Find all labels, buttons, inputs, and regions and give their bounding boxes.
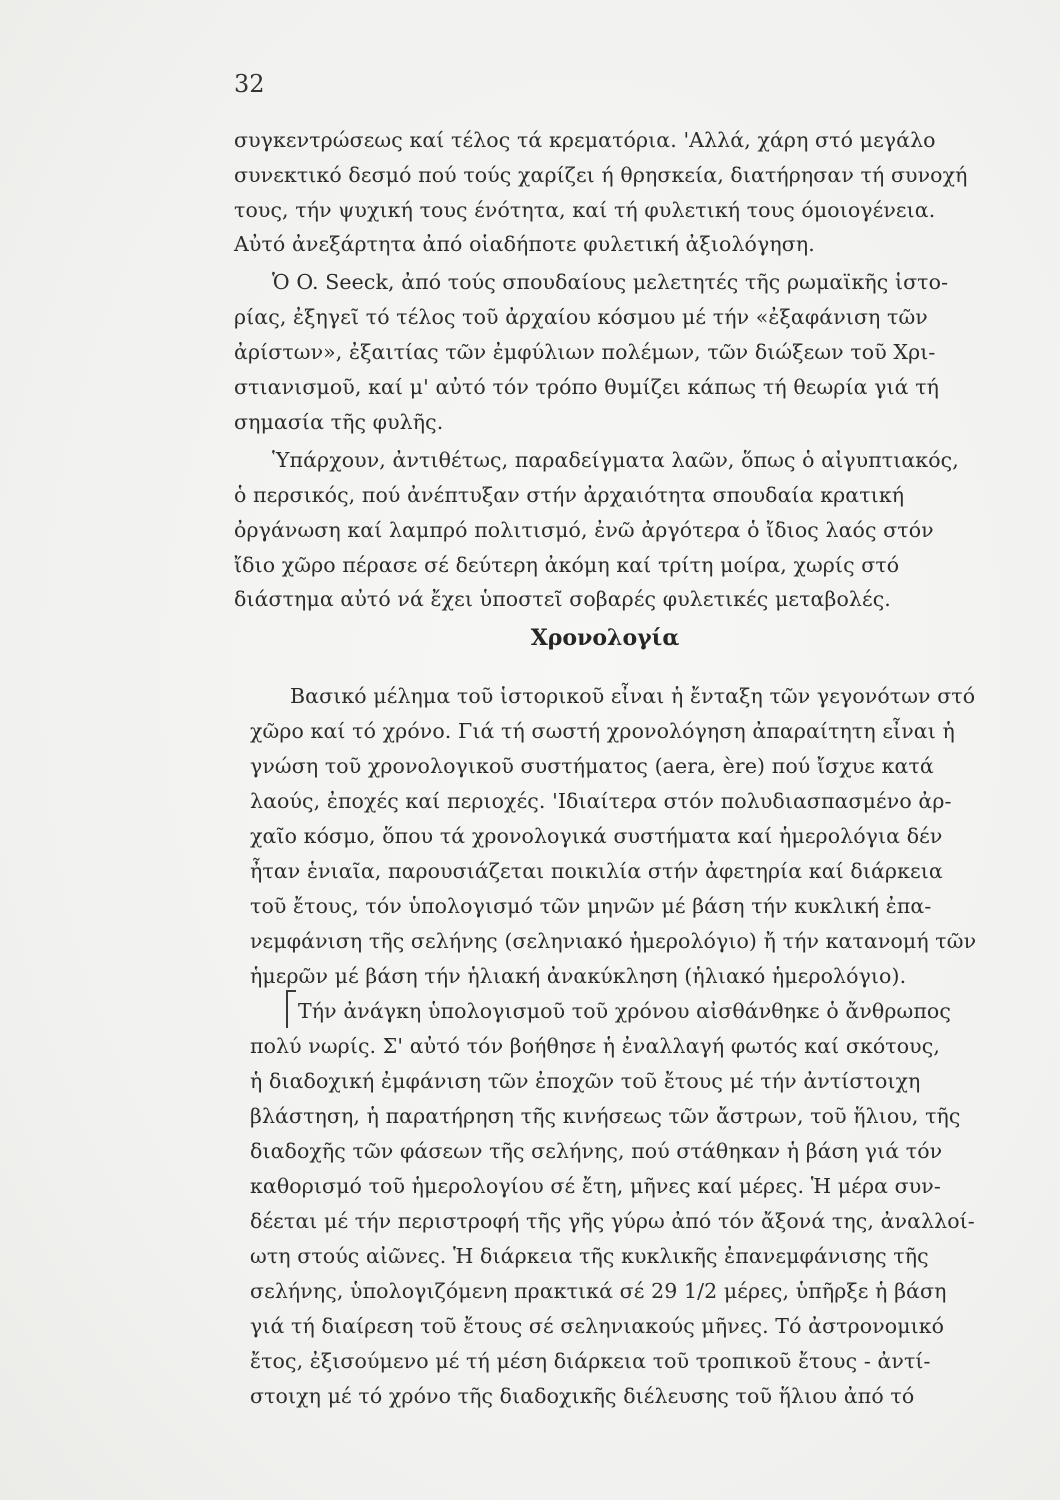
- text-line: ἔτος, ἐξισούμενο μέ τή μέση διάρκεια τοῦ τροπικοῦ ἔτους - ἀντί-: [250, 1349, 931, 1373]
- text-line: διαδοχῆς τῶν φάσεων τῆς σελήνης, πού στάθηκαν ἡ βάση γιά τόν: [250, 1139, 943, 1163]
- text-line: ὀργάνωση καί λαμπρό πολιτισμό, ἐνῶ ἀργότερα ὁ ἴδιος λαός στόν: [234, 518, 934, 542]
- text-line: χῶρο καί τό χρόνο. Γιά τή σωστή χρονολόγηση ἀπαραίτητη εἶναι ἡ: [250, 719, 955, 743]
- text-line: ωτη στούς αἰῶνες. Ἡ διάρκεια τῆς κυκλικῆς ἐπανεμφάνισης τῆς: [250, 1244, 929, 1268]
- text-line: ρίας, ἐξηγεῖ τό τέλος τοῦ ἀρχαίου κόσμου μέ τήν «ἐξαφάνιση τῶν: [234, 305, 928, 329]
- text-line: ἴδιο χῶρο πέρασε σέ δεύτερη ἀκόμη καί τρίτη μοίρα, χωρίς στό: [234, 553, 900, 577]
- text-line: χαῖο κόσμο, ὅπου τά χρονολογικά συστήματα καί ἡμερολόγια δέν: [250, 824, 943, 848]
- text-line: δέεται μέ τήν περιστροφή τῆς γῆς γύρω ἀπό τόν ἄξονά της, ἀναλλοί-: [250, 1209, 975, 1233]
- text-line: λαούς, ἐποχές καί περιοχές. 'Ιδιαίτερα στόν πολυδιασπασμένο ἀρ-: [250, 789, 952, 813]
- text-line: ἦταν ἑνιαῖα, παρουσιάζεται ποικιλία στήν ἀφετηρία καί διάρκεια: [250, 859, 943, 883]
- text-line: τοῦ ἔτους, τόν ὑπολογισμό τῶν μηνῶν μέ βάση τήν κυκλική ἐπα-: [250, 894, 932, 918]
- text-line: γνώση τοῦ χρονολογικοῦ συστήματος (aera, ère) πού ἴσχυε κατά: [250, 754, 934, 778]
- text-line: Ὁ O. Seeck, ἀπό τούς σπουδαίους μελετητές τῆς ρωμαϊκῆς ἱστο-: [272, 270, 949, 294]
- text-line: γιά τή διαίρεση τοῦ ἔτους σέ σεληνιακούς μῆνες. Τό ἀστρονομικό: [250, 1314, 945, 1338]
- text-line: διάστημα αὐτό νά ἔχει ὑποστεῖ σοβαρές φυλετικές μεταβολές.: [234, 587, 891, 611]
- text-line: ἡμερῶν μέ βάση τήν ἡλιακή ἀνακύκληση (ἡλιακό ἡμερολόγιο).: [250, 964, 907, 988]
- text-line: Τήν ἀνάγκη ὑπολογισμοῦ τοῦ χρόνου αἰσθάνθηκε ὁ ἄνθρωπος: [298, 999, 951, 1023]
- text-line: καθορισμό τοῦ ἡμερολογίου σέ ἔτη, μῆνες καί μέρες. Ἡ μέρα συν-: [250, 1174, 941, 1198]
- text-line: πολύ νωρίς. Σ' αὐτό τόν βοήθησε ἡ ἐναλλαγή φωτός καί σκότους,: [250, 1034, 940, 1058]
- page-number: 32: [234, 70, 265, 98]
- text-line: βλάστηση, ἡ παρατήρηση τῆς κινήσεως τῶν ἄστρων, τοῦ ἥλιου, τῆς: [250, 1104, 961, 1128]
- text-line: στιανισμοῦ, καί μ' αὐτό τόν τρόπο θυμίζει κάπως τή θεωρία γιά τή: [234, 375, 940, 399]
- bracket-mark: [286, 990, 296, 1028]
- text-line: συγκεντρώσεως καί τέλος τά κρεματόρια. 'Αλλά, χάρη στό μεγάλο: [234, 128, 936, 152]
- text-line: Βασικό μέλημα τοῦ ἱστορικοῦ εἶναι ἡ ἔνταξη τῶν γεγονότων στό: [290, 684, 976, 708]
- text-line: ὁ περσικός, πού ἀνέπτυξαν στήν ἀρχαιότητα σπουδαία κρατική: [234, 483, 905, 507]
- text-line: ἀρίστων», ἐξαιτίας τῶν ἐμφύλιων πολέμων, τῶν διώξεων τοῦ Χρι-: [234, 340, 936, 364]
- text-line: Αὐτό ἀνεξάρτητα ἀπό οἱαδήποτε φυλετική ἀξιολόγηση.: [234, 232, 815, 256]
- text-line: νεμφάνιση τῆς σελήνης (σεληνιακό ἡμερολόγιο) ἤ τήν κατανομή τῶν: [250, 929, 977, 953]
- text-line: σελήνης, ὑπολογιζόμενη πρακτικά σέ 29 1/2 μέρες, ὑπῆρξε ἡ βάση: [250, 1279, 947, 1303]
- text-line: ἡ διαδοχική ἐμφάνιση τῶν ἐποχῶν τοῦ ἔτους μέ τήν ἀντίστοιχη: [250, 1069, 921, 1093]
- text-line: Ὑπάρχουν, ἀντιθέτως, παραδείγματα λαῶν, ὅπως ὁ αἰγυπτιακός,: [272, 448, 959, 472]
- text-line: σημασία τῆς φυλῆς.: [234, 410, 444, 434]
- text-line: συνεκτικό δεσμό πού τούς χαρίζει ή θρησκεία, διατήρησαν τή συνοχή: [234, 163, 968, 187]
- text-line: στοιχη μέ τό χρόνο τῆς διαδοχικῆς διέλευσης τοῦ ἥλιου ἀπό τό: [250, 1384, 915, 1408]
- section-heading: Χρονολογία: [530, 625, 680, 651]
- text-line: τους, τήν ψυχική τους ένότητα, καί τή φυλετική τους όμοιογένεια.: [234, 198, 936, 222]
